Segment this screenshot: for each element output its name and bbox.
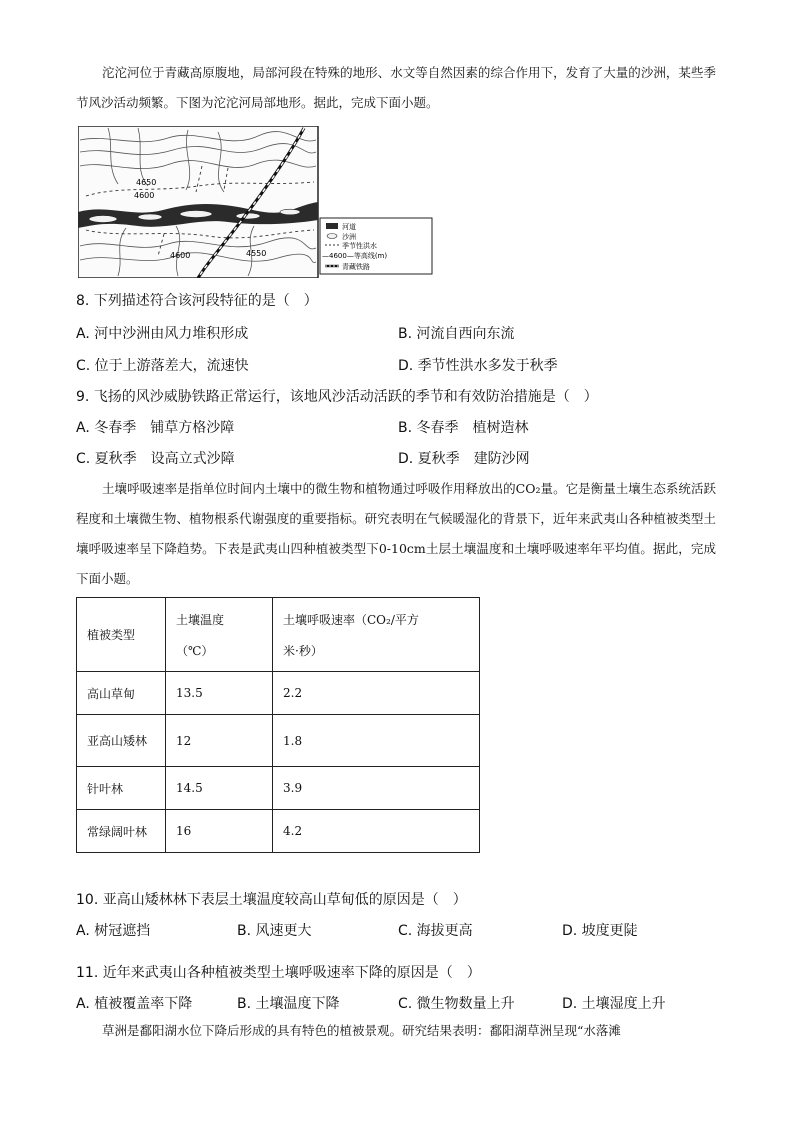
contour-label: 4550	[246, 249, 267, 258]
table-cell: 常绿阔叶林	[77, 810, 166, 853]
contour-label: 4600	[134, 191, 155, 200]
q8-option-b[interactable]: B. 河流自西向东流	[398, 326, 515, 342]
q8-option-a[interactable]: A. 河中沙洲由风力堆积形成	[76, 326, 249, 342]
table-cell: 亚高山矮林	[77, 715, 166, 767]
table-cell: 16	[166, 810, 273, 853]
q10-option-c[interactable]: C. 海拔更高	[398, 923, 473, 939]
header-soil-temp-line2: （℃）	[176, 643, 214, 658]
passage-soil-respiration: 土壤呼吸速率是指单位时间内土壤中的微生物和植物通过呼吸作用释放出的CO₂量。它是衡量土壤生态系统活跃程度和土壤微生物、植物根系代谢强度的重要指标。研究表明在气候暖湿化的背景下，近年来武夷山各种植被类型土壤呼吸速率呈下降趋势。下表是武夷山四种植被类型下0-10cm土层土壤温度和土壤呼吸速率年平均值。据此，完成下面小题。	[76, 481, 716, 586]
table-cell: 高山草甸	[77, 672, 166, 715]
table-header-row	[77, 598, 480, 672]
table-row	[77, 672, 480, 715]
q11-option-a[interactable]: A. 植被覆盖率下降	[76, 996, 193, 1012]
table-row	[77, 767, 480, 810]
q9-option-b[interactable]: B. 冬春季 植树造林	[398, 420, 529, 436]
question-8-stem: 8. 下列描述符合该河段特征的是（ ）	[76, 293, 318, 309]
q8-option-d[interactable]: D. 季节性洪水多发于秋季	[398, 358, 558, 374]
header-respiration-line1: 土壤呼吸速率（CO₂/平方	[283, 612, 419, 627]
table-row	[77, 810, 480, 853]
passage-tuotuo-river: 沱沱河位于青藏高原腹地，局部河段在特殊的地形、水文等自然因素的综合作用下，发育了大量的沙洲，某些季节风沙活动频繁。下图为沱沱河局部地形。据此，完成下面小题。	[76, 65, 716, 110]
q9-option-d[interactable]: D. 夏秋季 建防沙网	[398, 451, 530, 467]
table-cell: 12	[166, 715, 273, 767]
contour-label: 4600	[170, 251, 191, 260]
map-legend	[320, 218, 432, 274]
header-soil-temp-line1: 土壤温度	[176, 612, 225, 627]
header-respiration-line2: 米·秒）	[283, 643, 323, 658]
table-cell: 14.5	[166, 767, 273, 810]
q10-option-b[interactable]: B. 风速更大	[237, 923, 312, 939]
contour-label: 4650	[136, 178, 157, 187]
legend-item: 河道	[342, 223, 356, 231]
q10-option-a[interactable]: A. 树冠遮挡	[76, 923, 151, 939]
table-cell: 13.5	[166, 672, 273, 715]
legend-item: —4600—等高线(m)	[322, 252, 388, 260]
q11-option-c[interactable]: C. 微生物数量上升	[398, 996, 515, 1012]
table-header-cell	[166, 598, 273, 672]
table-cell: 1.8	[273, 715, 480, 767]
tuotuo-river-map	[78, 126, 434, 278]
table-row	[77, 715, 480, 767]
legend-item: 季节性洪水	[342, 242, 377, 250]
legend-item: 青藏铁路	[342, 263, 370, 271]
q9-option-c[interactable]: C. 夏秋季 设高立式沙障	[76, 451, 235, 467]
question-9-stem: 9. 飞扬的风沙威胁铁路正常运行，该地风沙活动活跃的季节和有效防治措施是（ ）	[76, 389, 598, 405]
q11-option-b[interactable]: B. 土壤温度下降	[237, 996, 340, 1012]
q11-option-d[interactable]: D. 土壤湿度上升	[562, 996, 666, 1012]
legend-sandbar-swatch	[327, 234, 337, 239]
map-figure-svg	[78, 126, 434, 278]
question-11-stem: 11. 近年来武夷山各种植被类型土壤呼吸速率下降的原因是（ ）	[76, 965, 481, 981]
q10-option-d[interactable]: D. 坡度更陡	[562, 923, 638, 939]
table-cell: 2.2	[273, 672, 480, 715]
soil-data-table	[76, 597, 480, 853]
table-cell: 3.9	[273, 767, 480, 810]
table-cell: 针叶林	[77, 767, 166, 810]
passage-poyang-lake: 草洲是鄱阳湖水位下降后形成的具有特色的植被景观。研究结果表明：鄱阳湖草洲呈现“水落滩	[102, 1023, 621, 1038]
table-cell: 4.2	[273, 810, 480, 853]
legend-item: 沙洲	[342, 233, 356, 241]
question-10-stem: 10. 亚高山矮林林下表层土壤温度较高山草甸低的原因是（ ）	[76, 892, 467, 908]
q8-option-c[interactable]: C. 位于上游落差大，流速快	[76, 358, 249, 374]
legend-river-swatch	[326, 223, 338, 229]
table-header-cell: 植被类型	[77, 598, 166, 672]
table-header-cell	[273, 598, 480, 672]
q9-option-a[interactable]: A. 冬春季 铺草方格沙障	[76, 420, 235, 436]
